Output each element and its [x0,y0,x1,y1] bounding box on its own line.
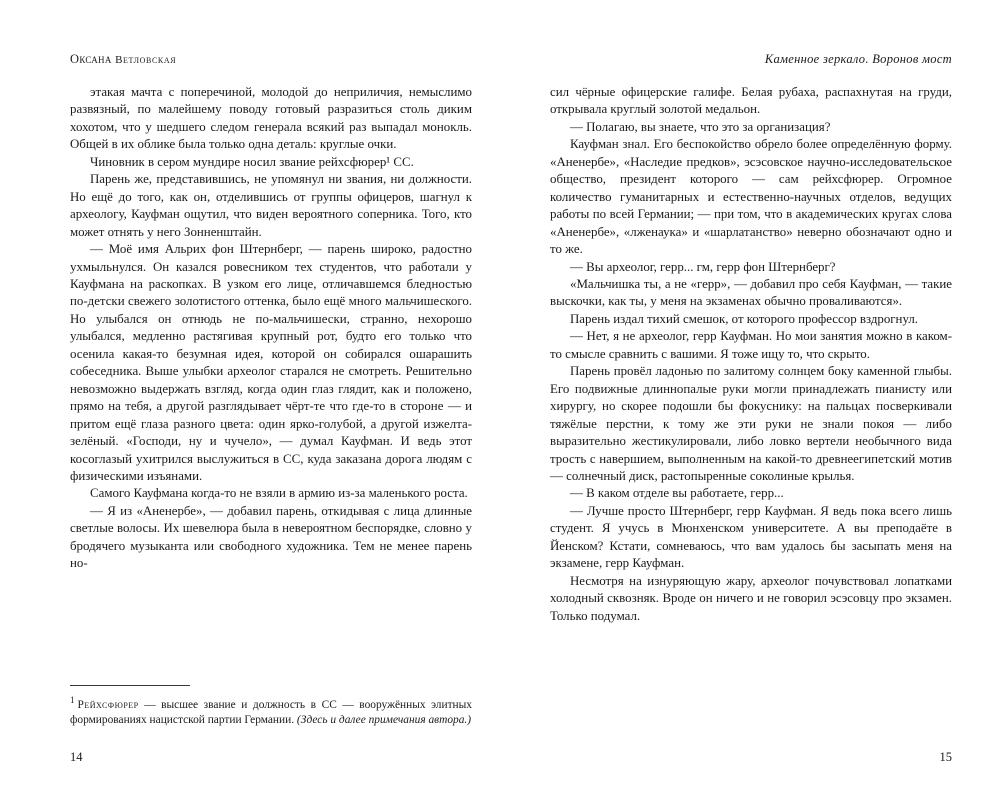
right-page-body [550,84,952,625]
paragraph: Кауфман знал. Его беспокойство обрело более определённую форму. «Аненербе», «Наследие предков», эсэсовское научно-исследовательское общество, президент которого — сам рейхсфюрер. Огромное количество гуманитарных и естественно-научных отделов, ведущих работы по всей Германии; — при том, что в академических кругах слова «Аненербе», «лженаука» и «шарлатанство» неверно обозначают одно и то же. [550,137,952,257]
right-page [500,0,1000,807]
paragraph: — Полагаю, вы знаете, что это за организация? [570,119,831,134]
paragraph: этакая мачта с поперечиной, молодой до неприличия, немыслимо развязный, по малейшему поводу готовый разразиться столь диким хохотом, что у шедшего следом генерала всякий раз выпадал монокль. Общей в их облике была только одна деталь: круглые очки. [70,85,472,152]
paragraph: — В каком отделе вы работаете, герр... [570,486,784,501]
running-head-right: Каменное зеркало. Воронов мост [764,52,952,66]
footnote-marker: 1 [70,695,75,706]
page-number-right: 15 [939,750,952,764]
footnote-note: (Здесь и далее примечания автора.) [296,714,472,727]
footnote-rule [70,685,190,686]
paragraph: — Вы археолог, герр... гм, герр фон Штернберг? [570,259,836,274]
left-page-body [70,84,472,573]
paragraph: Парень издал тихий смешок, от которого профессор вздрогнул. [570,311,918,326]
paragraph: — Лучше просто Штернберг, герр Кауфман. Я ведь пока всего лишь студент. Я учусь в Мюнхенском университете. А вы преподаёте в Йенском? Кстати, сомневаюсь, что вам удалось бы засыпать меня на экзамене, герр Кауфман. [550,503,952,571]
paragraph: Самого Кауфмана когда-то не взяли в армию из-за маленького роста. [90,486,468,501]
left-page [0,0,500,807]
paragraph-text: Чиновник в сером мундире носил звание рейхсфюрер¹ СС. [90,154,414,169]
footnote-block [70,685,472,729]
running-head-author-first: Оксана [70,52,112,66]
paragraph: — Я из «Аненербе», — добавил парень, откидывая с лица длинные светлые волосы. Их шевелюра была в невероятном беспорядке, словно у бродячего музыканта или свободного художника. Тем не менее парень но- [70,503,472,571]
paragraph: — Моё имя Альрих фон Штернберг, — парень широко, радостно ухмыльнулся. Он казался ровесником тех студентов, что работали у Кауфмана на раскопках. В узком его лице, отличавшемся бледностью по-детски свежего золотистого оттенка, было ещё много мальчишеского. Но улыбался он отнюдь не по-мальчишески, странно, нехорошо улыбался, медленно растягивая крупный рот, будто его только что осенила какая-то безумная идея, которой он собирался ошарашить собеседника. Выше улыбки археолог старался не смотреть. Решительно невозможно выдержать взгляд, когда один глаз глядит, как и положено, прямо на тебя, а другой разглядывает чёрт-те что где-то в стороне — и притом ещё глаза разного цвета: один ярко-голубой, а другой изжелта-зелёный. «Господи, ну и чучело», — думал Кауфман. И ведь этот косоглазый ухитрился выслужиться в СС, куда заказана дорога людям с физическими изъянами. [70,242,472,483]
paragraph: сил чёрные офицерские галифе. Белая рубаха, распахнутая на груди, открывала круглый золотой медальон. [550,85,952,117]
paragraph: Несмотря на изнуряющую жару, археолог почувствовал лопатками холодный сквозняк. Вроде он ничего и не говорил эсэсовцу про экзамен. Только подумал. [550,573,952,623]
paragraph: Парень же, представившись, не упомянул ни звания, ни должности. Но ещё до того, как он, отделившись от группы офицеров, шагнул к археологу, Кауфман ощутил, что виден вероятного соперника. Того, кто может отнять у него Зонненштайн. [70,172,472,239]
footnote-text: — высшее звание и должность в СС — вооружённых элитных формированиях нацистской партии Германии. [70,698,472,727]
running-head-left [70,52,472,68]
running-head-author-last: Ветловская [115,54,177,66]
footnote-term: Рейхсфюрер [77,698,139,711]
paragraph-with-footnote-ref [70,154,472,171]
paragraph: — Нет, я не археолог, герр Кауфман. Но мои занятия можно в каком-то смысле сравнить с вашими. Я тоже ищу то, что скрыто. [550,329,952,361]
paragraph: «Мальчишка ты, а не «герр», — добавил про себя Кауфман, — такие выскочки, как ты, у меня на экзаменах обычно проваливаются». [550,276,952,309]
page-number-left: 14 [70,750,83,764]
footnote [70,693,472,729]
paragraph: Парень провёл ладонью по залитому солнцем боку каменной глыбы. Его подвижные длиннопалые руки могли принадлежать пианисту или хирургу, но скорее подошли бы фокуснику: на пальцах посверкивали тяжёлые перстни, к тому же эти руки не знали покоя — либо выразительно жестикулировали, либо ловко вертели необычного вида трость с навершием, выполненным на какой-то древнеегипетский мотив — солнечный диск, растопыренные соколиные крылья. [550,364,952,483]
